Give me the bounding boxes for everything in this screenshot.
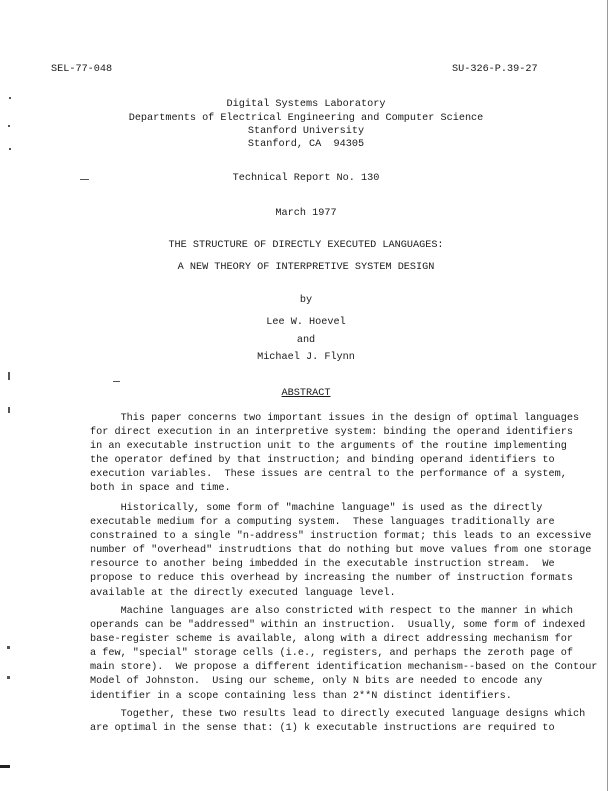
departments: Departments of Electrical Engineering and Computer Science xyxy=(128,113,484,124)
abstract-heading: ABSTRACT xyxy=(281,388,331,399)
abstract-paragraph-3: Machine languages are also constricted with respect to the manner in which operands can be "addressed" within an instruction. Usually, some form of indexed base-register scheme is available, along with a direct addressing mechanism for a few, "special" storage cells (i.e., registers, and perhaps the zeroth page of main store). We propose a different identification mechanism--based on the Contour Model of Johnston. Using our scheme, only N bits are needed to encode any identifier in a scope containing less than 2**N distinct identifiers. xyxy=(90,606,598,702)
scan-speck xyxy=(8,372,10,380)
report-number: Technical Report No. 130 xyxy=(232,173,380,184)
title-line-2: A NEW THEORY OF INTERPRETIVE SYSTEM DESIGN xyxy=(177,262,435,273)
lab-name: Digital Systems Laboratory xyxy=(226,99,386,110)
abstract-paragraph-4: Together, these two results lead to directly executed language designs which are optimal in the sense that: (1) k executable instructions are required to xyxy=(90,709,586,735)
scan-speck xyxy=(8,125,10,127)
scan-speck xyxy=(7,646,10,649)
scan-speck xyxy=(8,407,10,413)
scan-edge-mark xyxy=(0,765,10,768)
author-2: Michael J. Flynn xyxy=(257,352,355,363)
scan-speck xyxy=(80,179,89,180)
author-1: Lee W. Hoevel xyxy=(266,317,346,328)
abstract-paragraph-1: This paper concerns two important issues in the design of optimal languages for direct execution in an interpretive system: binding the operand identifiers in an executable instruction unit to the arguments of the routine implementing the operator defined by that instruction; and binding operand identifiers to execution variables. These issues are central to the performance of a system, both in space and time. xyxy=(90,413,580,495)
report-date: March 1977 xyxy=(275,208,337,219)
report-code-left: SEL-77-048 xyxy=(51,64,113,75)
title-line-1: THE STRUCTURE OF DIRECTLY EXECUTED LANGUAGES: xyxy=(168,240,444,251)
and-label: and xyxy=(296,335,316,346)
by-label: by xyxy=(299,295,313,306)
abstract-paragraph-2: Historically, some form of "machine language" is used as the directly executable medium for a computing system. These languages traditionally are constrained to a single "n-address" instruction format; this leads to an excessive number of "overhead" instrudtions that do nothing but move values from one storage resource to another being imbedded in the executable instruction stream. We propose to reduce this overhead by increasing the number of instruction formats available at the directly executed language level. xyxy=(90,503,592,599)
scan-speck xyxy=(7,676,10,679)
university: Stanford University xyxy=(247,126,365,137)
scan-speck xyxy=(9,148,11,150)
scan-page-edge xyxy=(607,0,608,791)
report-code-right: SU-326-P.39-27 xyxy=(452,64,538,75)
scan-speck xyxy=(113,381,120,382)
scan-speck xyxy=(9,97,11,99)
location: Stanford, CA 94305 xyxy=(247,139,365,150)
